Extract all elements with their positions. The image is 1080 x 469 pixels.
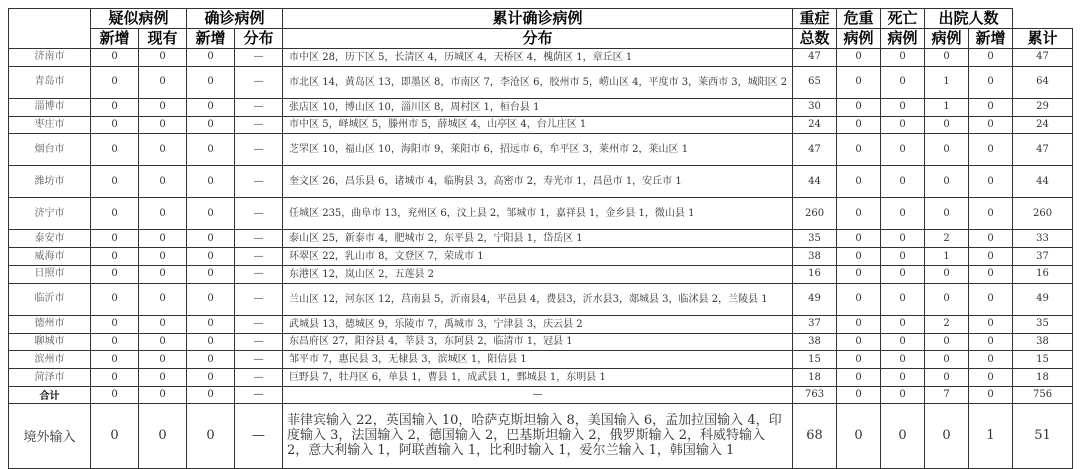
cell-severe: 0 bbox=[837, 386, 881, 403]
cell-severe: 0 bbox=[837, 283, 881, 315]
header-suspected: 疑似病例 bbox=[91, 9, 187, 29]
cell-critical: 0 bbox=[881, 49, 925, 67]
cell-confirmed-new: 0 bbox=[187, 198, 235, 230]
cell-death: 1 bbox=[925, 66, 969, 98]
city-name: 聊城市 bbox=[9, 333, 91, 351]
header-critical-sub: 病例 bbox=[881, 29, 925, 49]
cell-discharged-new: 0 bbox=[969, 248, 1013, 266]
header-death: 死亡 bbox=[881, 9, 925, 29]
cell-confirmed-new: 0 bbox=[187, 98, 235, 116]
cell-confirmed-distribution: — bbox=[235, 166, 283, 198]
cell-critical: 0 bbox=[881, 369, 925, 387]
cell-total: 65 bbox=[793, 66, 837, 98]
cell-confirmed-distribution: — bbox=[235, 98, 283, 116]
cell-severe: 0 bbox=[837, 333, 881, 351]
cell-confirmed-distribution: — bbox=[235, 403, 283, 468]
cell-death: 2 bbox=[925, 230, 969, 248]
cell-distribution: — bbox=[283, 386, 793, 403]
cell-suspected-new: 0 bbox=[91, 369, 139, 387]
cell-suspected-current: 0 bbox=[139, 248, 187, 266]
cell-discharged-new: 0 bbox=[969, 283, 1013, 315]
cell-death: 7 bbox=[925, 386, 969, 403]
city-name: 泰安市 bbox=[9, 230, 91, 248]
cell-suspected-new: 0 bbox=[91, 116, 139, 134]
cell-confirmed-distribution: — bbox=[235, 351, 283, 369]
table-header bbox=[9, 9, 1073, 49]
cell-total: 47 bbox=[793, 49, 837, 67]
cell-critical: 0 bbox=[881, 283, 925, 315]
cell-critical: 0 bbox=[881, 333, 925, 351]
cell-discharged-total: 44 bbox=[1013, 166, 1073, 198]
cell-confirmed-new: 0 bbox=[187, 369, 235, 387]
cell-distribution: 环翠区 22，乳山市 8，文登区 7，荣成市 1 bbox=[283, 248, 793, 266]
cell-discharged-total: 37 bbox=[1013, 248, 1073, 266]
cell-discharged-new: 0 bbox=[969, 333, 1013, 351]
cell-total: 16 bbox=[793, 265, 837, 283]
cell-distribution: 芝罘区 10，福山区 10，海阳市 9，莱阳市 6，招远市 6，牟平区 3，莱州市 2，莱山区 1 bbox=[283, 134, 793, 166]
cell-total: 15 bbox=[793, 351, 837, 369]
cell-critical: 0 bbox=[881, 98, 925, 116]
cell-discharged-total: 15 bbox=[1013, 351, 1073, 369]
cell-discharged-new: 0 bbox=[969, 49, 1013, 67]
cell-severe: 0 bbox=[837, 369, 881, 387]
cell-discharged-total: 35 bbox=[1013, 315, 1073, 333]
cell-death: 0 bbox=[925, 166, 969, 198]
cell-critical: 0 bbox=[881, 248, 925, 266]
cell-suspected-current: 0 bbox=[139, 403, 187, 468]
header-confirmed: 确诊病例 bbox=[187, 9, 283, 29]
header-severe-sub: 病例 bbox=[837, 29, 881, 49]
header-discharged: 出院人数 bbox=[925, 9, 1013, 29]
cell-suspected-new: 0 bbox=[91, 351, 139, 369]
city-name: 潍坊市 bbox=[9, 166, 91, 198]
cell-distribution: 市中区 28，历下区 5，长清区 4，历城区 4，天桥区 4，槐荫区 1，章丘区 1 bbox=[283, 49, 793, 67]
cell-suspected-new: 0 bbox=[91, 283, 139, 315]
cell-severe: 0 bbox=[837, 403, 881, 468]
cell-suspected-current: 0 bbox=[139, 333, 187, 351]
cell-suspected-new: 0 bbox=[91, 403, 139, 468]
cell-distribution: 任城区 235，曲阜市 13，兖州区 6，汶上县 2，邹城市 1，嘉祥县 1，金乡县 1，微山县 1 bbox=[283, 198, 793, 230]
cell-discharged-new: 0 bbox=[969, 386, 1013, 403]
cell-confirmed-new: 0 bbox=[187, 116, 235, 134]
cell-critical: 0 bbox=[881, 386, 925, 403]
cell-confirmed-distribution: — bbox=[235, 116, 283, 134]
cell-discharged-new: 0 bbox=[969, 166, 1013, 198]
table-row bbox=[9, 134, 1073, 166]
cell-distribution: 兰山区 12，河东区 12，莒南县 5，沂南县4，平邑县 4，费县3，沂水县3，郯城县 3，临沭县 2，兰陵县 1 bbox=[283, 283, 793, 315]
cell-discharged-total: 29 bbox=[1013, 98, 1073, 116]
cell-distribution: 泰山区 25，新泰市 4，肥城市 2，东平县 2，宁阳县 1，岱岳区 1 bbox=[283, 230, 793, 248]
cell-confirmed-new: 0 bbox=[187, 166, 235, 198]
cell-total: 38 bbox=[793, 333, 837, 351]
cell-discharged-new: 0 bbox=[969, 369, 1013, 387]
cell-confirmed-distribution: — bbox=[235, 66, 283, 98]
cell-critical: 0 bbox=[881, 265, 925, 283]
cell-suspected-new: 0 bbox=[91, 198, 139, 230]
header-city-blank bbox=[9, 9, 91, 49]
city-name: 济宁市 bbox=[9, 198, 91, 230]
table-row bbox=[9, 265, 1073, 283]
cell-severe: 0 bbox=[837, 198, 881, 230]
cell-discharged-new: 1 bbox=[969, 403, 1013, 468]
total-row bbox=[9, 386, 1073, 403]
cell-confirmed-new: 0 bbox=[187, 66, 235, 98]
cell-distribution: 市中区 5，峄城区 5，滕州市 5，薛城区 4，山亭区 4，台儿庄区 1 bbox=[283, 116, 793, 134]
cell-severe: 0 bbox=[837, 248, 881, 266]
cell-confirmed-new: 0 bbox=[187, 315, 235, 333]
cell-total: 47 bbox=[793, 134, 837, 166]
cell-severe: 0 bbox=[837, 315, 881, 333]
city-name: 临沂市 bbox=[9, 283, 91, 315]
cell-confirmed-new: 0 bbox=[187, 134, 235, 166]
table-row bbox=[9, 66, 1073, 98]
cell-confirmed-distribution: — bbox=[235, 248, 283, 266]
cell-discharged-total: 18 bbox=[1013, 369, 1073, 387]
cell-discharged-new: 0 bbox=[969, 230, 1013, 248]
cell-confirmed-distribution: — bbox=[235, 49, 283, 67]
cell-severe: 0 bbox=[837, 134, 881, 166]
cell-confirmed-new: 0 bbox=[187, 230, 235, 248]
cell-death: 0 bbox=[925, 283, 969, 315]
cell-critical: 0 bbox=[881, 403, 925, 468]
cell-discharged-total: 51 bbox=[1013, 403, 1073, 468]
cell-suspected-current: 0 bbox=[139, 49, 187, 67]
cell-suspected-current: 0 bbox=[139, 315, 187, 333]
cell-total: 68 bbox=[793, 403, 837, 468]
cell-severe: 0 bbox=[837, 66, 881, 98]
covid-case-table bbox=[8, 8, 1073, 469]
cell-critical: 0 bbox=[881, 116, 925, 134]
cell-confirmed-new: 0 bbox=[187, 333, 235, 351]
cell-suspected-current: 0 bbox=[139, 230, 187, 248]
header-suspected-current: 现有 bbox=[139, 29, 187, 49]
city-name: 济南市 bbox=[9, 49, 91, 67]
cell-suspected-current: 0 bbox=[139, 116, 187, 134]
cell-discharged-total: 49 bbox=[1013, 283, 1073, 315]
cell-discharged-new: 0 bbox=[969, 116, 1013, 134]
cell-suspected-new: 0 bbox=[91, 49, 139, 67]
cell-severe: 0 bbox=[837, 98, 881, 116]
cell-total: 18 bbox=[793, 369, 837, 387]
cell-distribution: 菲律宾输入 22，英国输入 10，哈萨克斯坦输入 8，美国输入 6，孟加拉国输入 4，印度输入 3，法国输入 2，德国输入 2，巴基斯坦输入 2，俄罗斯输入 2，科威特输入 2，意大利输入 1，阿联酋输入 1，比利时输入 1，爱尔兰输入 1，韩国输入 1 bbox=[283, 403, 793, 468]
cell-death: 0 bbox=[925, 403, 969, 468]
cell-death: 0 bbox=[925, 116, 969, 134]
table-row bbox=[9, 230, 1073, 248]
header-discharged-total: 累计 bbox=[1013, 29, 1073, 49]
cell-suspected-current: 0 bbox=[139, 351, 187, 369]
cell-confirmed-new: 0 bbox=[187, 351, 235, 369]
cell-distribution: 邹平市 7，惠民县 3，无棣县 3，滨城区 1，阳信县 1 bbox=[283, 351, 793, 369]
cell-suspected-current: 0 bbox=[139, 166, 187, 198]
city-name: 淄博市 bbox=[9, 98, 91, 116]
cell-discharged-total: 260 bbox=[1013, 198, 1073, 230]
cell-suspected-current: 0 bbox=[139, 98, 187, 116]
cell-death: 1 bbox=[925, 248, 969, 266]
header-death-sub: 病例 bbox=[925, 29, 969, 49]
cell-death: 0 bbox=[925, 265, 969, 283]
cell-distribution: 奎文区 26，昌乐县 6，诸城市 4，临朐县 3，高密市 2，寿光市 1，昌邑市 1，安丘市 1 bbox=[283, 166, 793, 198]
cell-critical: 0 bbox=[881, 230, 925, 248]
cell-distribution: 巨野县 7，牡丹区 6，单县 1，曹县 1，成武县 1，鄄城县 1，东明县 1 bbox=[283, 369, 793, 387]
cell-confirmed-distribution: — bbox=[235, 198, 283, 230]
cell-suspected-current: 0 bbox=[139, 66, 187, 98]
cell-discharged-new: 0 bbox=[969, 265, 1013, 283]
cell-severe: 0 bbox=[837, 116, 881, 134]
cell-death: 1 bbox=[925, 98, 969, 116]
cell-suspected-current: 0 bbox=[139, 265, 187, 283]
cell-suspected-current: 0 bbox=[139, 198, 187, 230]
total-label: 合计 bbox=[9, 386, 91, 403]
city-rows bbox=[9, 49, 1073, 387]
cell-death: 0 bbox=[925, 198, 969, 230]
cell-suspected-new: 0 bbox=[91, 265, 139, 283]
cell-suspected-new: 0 bbox=[91, 386, 139, 403]
cell-total: 24 bbox=[793, 116, 837, 134]
city-name: 青岛市 bbox=[9, 66, 91, 98]
city-name: 德州市 bbox=[9, 315, 91, 333]
cell-severe: 0 bbox=[837, 230, 881, 248]
header-cumulative-total: 总数 bbox=[793, 29, 837, 49]
cell-total: 44 bbox=[793, 166, 837, 198]
table-row bbox=[9, 166, 1073, 198]
cell-total: 49 bbox=[793, 283, 837, 315]
cell-total: 38 bbox=[793, 248, 837, 266]
cell-discharged-total: 64 bbox=[1013, 66, 1073, 98]
cell-discharged-new: 0 bbox=[969, 98, 1013, 116]
cell-suspected-new: 0 bbox=[91, 248, 139, 266]
cell-confirmed-distribution: — bbox=[235, 333, 283, 351]
cell-discharged-total: 33 bbox=[1013, 230, 1073, 248]
header-confirmed-distribution: 分布 bbox=[235, 29, 283, 49]
cell-critical: 0 bbox=[881, 134, 925, 166]
city-name: 日照市 bbox=[9, 265, 91, 283]
cell-confirmed-new: 0 bbox=[187, 283, 235, 315]
cell-discharged-new: 0 bbox=[969, 66, 1013, 98]
table-row bbox=[9, 49, 1073, 67]
cell-total: 37 bbox=[793, 315, 837, 333]
cell-total: 260 bbox=[793, 198, 837, 230]
cell-confirmed-new: 0 bbox=[187, 403, 235, 468]
cell-confirmed-distribution: — bbox=[235, 315, 283, 333]
cell-suspected-new: 0 bbox=[91, 134, 139, 166]
cell-death: 0 bbox=[925, 134, 969, 166]
cell-suspected-new: 0 bbox=[91, 230, 139, 248]
city-name: 菏泽市 bbox=[9, 369, 91, 387]
table-row bbox=[9, 198, 1073, 230]
table-row bbox=[9, 248, 1073, 266]
header-discharged-new: 新增 bbox=[969, 29, 1013, 49]
cell-total: 763 bbox=[793, 386, 837, 403]
cell-discharged-new: 0 bbox=[969, 315, 1013, 333]
cell-distribution: 东港区 12，岚山区 2，五莲县 2 bbox=[283, 265, 793, 283]
cell-death: 0 bbox=[925, 49, 969, 67]
imported-label: 境外输入 bbox=[9, 403, 91, 468]
cell-discharged-total: 47 bbox=[1013, 134, 1073, 166]
cell-critical: 0 bbox=[881, 315, 925, 333]
cell-confirmed-new: 0 bbox=[187, 265, 235, 283]
cell-critical: 0 bbox=[881, 166, 925, 198]
cell-critical: 0 bbox=[881, 66, 925, 98]
cell-suspected-new: 0 bbox=[91, 166, 139, 198]
header-cumulative-distribution: 分布 bbox=[283, 29, 793, 49]
cell-total: 30 bbox=[793, 98, 837, 116]
imported-row bbox=[9, 403, 1073, 468]
table-row bbox=[9, 315, 1073, 333]
cell-death: 2 bbox=[925, 315, 969, 333]
cell-death: 0 bbox=[925, 333, 969, 351]
cell-severe: 0 bbox=[837, 49, 881, 67]
cell-suspected-new: 0 bbox=[91, 333, 139, 351]
city-name: 威海市 bbox=[9, 248, 91, 266]
cell-severe: 0 bbox=[837, 351, 881, 369]
cell-suspected-current: 0 bbox=[139, 369, 187, 387]
cell-death: 0 bbox=[925, 369, 969, 387]
cell-death: 0 bbox=[925, 351, 969, 369]
cell-distribution: 张店区 10，博山区 10，淄川区 8，周村区 1，桓台县 1 bbox=[283, 98, 793, 116]
cell-confirmed-new: 0 bbox=[187, 248, 235, 266]
cell-confirmed-distribution: — bbox=[235, 134, 283, 166]
cell-confirmed-new: 0 bbox=[187, 49, 235, 67]
cell-total: 35 bbox=[793, 230, 837, 248]
cell-distribution: 市北区 14，黄岛区 13，即墨区 8，市南区 7，李沧区 6，胶州市 5，崂山区 4，平度市 3，莱西市 3，城阳区 2 bbox=[283, 66, 793, 98]
header-critical: 危重 bbox=[837, 9, 881, 29]
cell-discharged-new: 0 bbox=[969, 351, 1013, 369]
cell-discharged-total: 38 bbox=[1013, 333, 1073, 351]
cell-discharged-new: 0 bbox=[969, 134, 1013, 166]
cell-discharged-total: 24 bbox=[1013, 116, 1073, 134]
cell-severe: 0 bbox=[837, 166, 881, 198]
cell-discharged-total: 16 bbox=[1013, 265, 1073, 283]
table-row bbox=[9, 283, 1073, 315]
city-name: 滨州市 bbox=[9, 351, 91, 369]
cell-suspected-current: 0 bbox=[139, 134, 187, 166]
city-name: 烟台市 bbox=[9, 134, 91, 166]
cell-confirmed-new: 0 bbox=[187, 386, 235, 403]
cell-confirmed-distribution: — bbox=[235, 386, 283, 403]
header-suspected-new: 新增 bbox=[91, 29, 139, 49]
cell-confirmed-distribution: — bbox=[235, 369, 283, 387]
cell-discharged-new: 0 bbox=[969, 198, 1013, 230]
cell-confirmed-distribution: — bbox=[235, 265, 283, 283]
cell-distribution: 东昌府区 27，阳谷县 4，莘县 3，东阿县 2，临清市 1，冠县 1 bbox=[283, 333, 793, 351]
city-name: 枣庄市 bbox=[9, 116, 91, 134]
cell-severe: 0 bbox=[837, 265, 881, 283]
cell-critical: 0 bbox=[881, 351, 925, 369]
cell-distribution: 武城县 13，德城区 9，乐陵市 7，禹城市 3，宁津县 3，庆云县 2 bbox=[283, 315, 793, 333]
header-confirmed-new: 新增 bbox=[187, 29, 235, 49]
table-row bbox=[9, 98, 1073, 116]
cell-suspected-current: 0 bbox=[139, 283, 187, 315]
header-severe: 重症 bbox=[793, 9, 837, 29]
cell-discharged-total: 756 bbox=[1013, 386, 1073, 403]
cell-suspected-new: 0 bbox=[91, 66, 139, 98]
cell-suspected-current: 0 bbox=[139, 386, 187, 403]
cell-suspected-new: 0 bbox=[91, 315, 139, 333]
cell-suspected-new: 0 bbox=[91, 98, 139, 116]
cell-critical: 0 bbox=[881, 198, 925, 230]
table-row bbox=[9, 333, 1073, 351]
cell-confirmed-distribution: — bbox=[235, 283, 283, 315]
table-row bbox=[9, 116, 1073, 134]
cell-discharged-total: 47 bbox=[1013, 49, 1073, 67]
cell-confirmed-distribution: — bbox=[235, 230, 283, 248]
table-row bbox=[9, 369, 1073, 387]
header-cumulative: 累计确诊病例 bbox=[283, 9, 793, 29]
table-row bbox=[9, 351, 1073, 369]
